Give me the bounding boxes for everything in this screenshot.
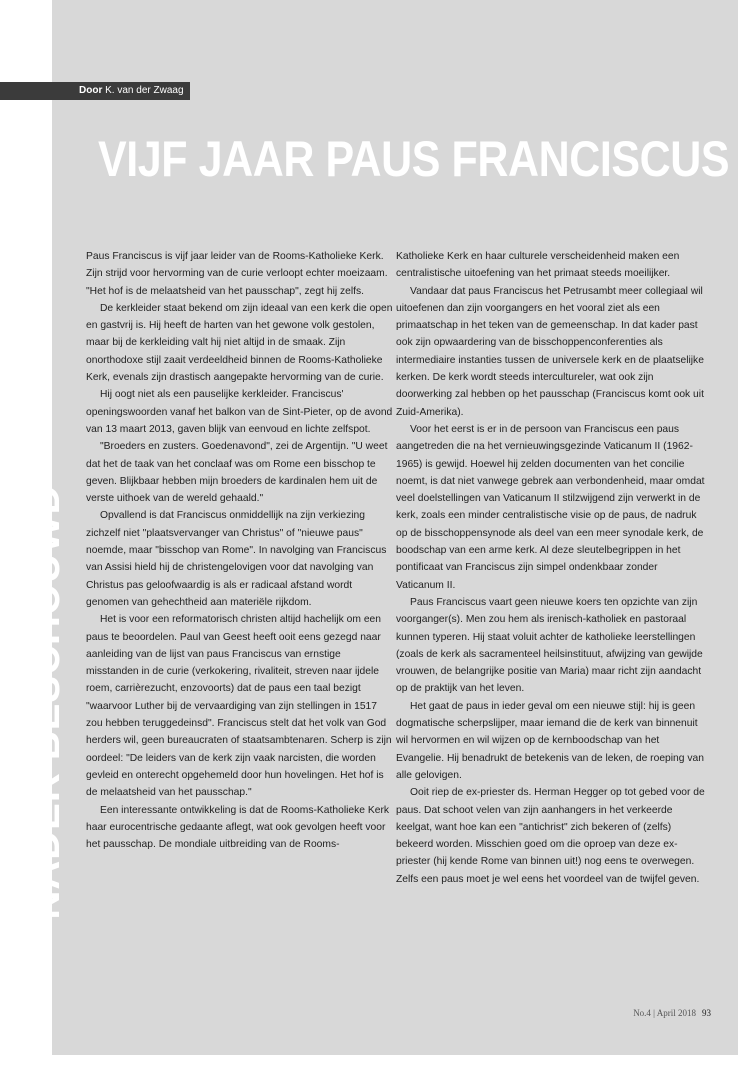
paragraph: "Broeders en zusters. Goedenavond", zei de Argentijn. "U weet dat het de taak van het conclaaf was om Rome een bisschop te geven. Blijkbaar hebben mijn broeders de kardinalen hem uit de verste uithoek van de wereld gehaald." bbox=[86, 441, 388, 505]
paragraph: Opvallend is dat Franciscus onmiddellijk na zijn verkiezing zichzelf niet "plaatsvervanger van Christus" of "nieuwe paus" noemde, maar "bisschop van Rome". In navolging van Franciscus van Assisi hield hij de christengelovigen voor dat navolging van Christus pas geloofwaardig is als er radicaal afstand wordt genomen van gehechtheid aan materiële rijkdom. bbox=[86, 510, 387, 608]
paragraph: De kerkleider staat bekend om zijn ideaal van een kerk die open en gastvrij is. Hij heeft de harten van het gewone volk gestolen, maar bij de kerkleiding valt hij niet altijd in de smaak. Zijn onorthodoxe stijl zaait verdeeldheid binnen de Rooms-Katholieke Kerk, evenals zijn drastisch aangepakte hervorming van de curie. bbox=[86, 302, 393, 384]
column-right bbox=[396, 248, 706, 888]
paragraph: Ooit riep de ex-priester ds. Herman Hegger op tot gebed voor de paus. Dat schoot velen van zijn aanhangers in het verkeerde keelgat, want hoe kan een "antichrist" zich bekeren of (zelfs) bekeerd worden. Misschien goed om die oproep van deze ex-priester (hij kende Rome van binnen uit!) nog eens te overwegen. Zelfs een paus moet je wel eens het voordeel van de twijfel geven. bbox=[396, 787, 705, 885]
paragraph: Vandaar dat paus Franciscus het Petrusambt meer collegiaal wil uitoefenen dan zijn voorgangers en het vooral ziet als een primaatschap in het teken van de gemeenschap. In dat kader past ook zijn opwaardering van de bisschoppenconferenties als intermediaire instanties tussen de universele kerk en de plaatselijke kerken. De kerk wordt steeds intercultureler, wat ook zijn doorwerking zal hebben op het pausschap (Franciscus komt ook uit Zuid-Amerika). bbox=[396, 285, 704, 418]
paragraph: Paus Franciscus is vijf jaar leider van de Rooms-Katholieke Kerk. Zijn strijd voor hervorming van de curie verloopt echter moeizaam. "Het hof is de melaatsheid van het pausschap", zegt hij zelfs. bbox=[86, 251, 388, 297]
paragraph: Hij oogt niet als een pauselijke kerkleider. Franciscus' openingswoorden vanaf het balkon van de Sint-Pieter, op de avond van 13 maart 2013, gaven blijk van eenvoud en lichte zelfspot. bbox=[86, 389, 393, 435]
page-number: 93 bbox=[702, 1008, 711, 1018]
column-left bbox=[86, 248, 396, 853]
page-footer bbox=[575, 1008, 711, 1018]
byline bbox=[0, 82, 190, 100]
paragraph: Voor het eerst is er in de persoon van Franciscus een paus aangetreden die na het vernieuwingsgezinde Vaticanum II (1962-1965) is gewijd. Hoewel hij zelden documenten van het concilie noemt, is dat niet vanwege gebrek aan verbondenheid, maar omdat veel doelstellingen van Vaticanum II stilzwijgend zijn verwerkt in de kerk, zoals een minder centralistische visie op de paus, de nadruk op de bisschoppensynode als deel van een meer synodale kerk, de boodschap van een arme kerk. Al deze sleutelbegrippen in het pontificaat van Franciscus zijn simpel ondenkbaar zonder Vaticanum II. bbox=[396, 423, 705, 591]
paragraph: Het is voor een reformatorisch christen altijd hachelijk om een paus te beoordelen. Paul van Geest heeft ooit eens gezegd naar aanleiding van de lijst van paus Franciscus van ernstige misstanden in de curie (verkokering, rivaliteit, streven naar ijdele roem, carrièrezucht, enzovoorts) dat de paus een taal bezigt "waarvoor Luther bij de vervaardiging van zijn stellingen in 1517 zou hebben teruggedeinsd". Franciscus stelt dat het volk van God herders wil, geen bureaucraten of staatsambtenaren. Scherp is zijn oordeel: "De leiders van de kerk zijn vaak narcisten, die worden gevleid en onterecht opgehemeld door hun hovelingen. Het hof is de melaatsheid van het pausschap." bbox=[86, 614, 392, 799]
article-title: VIJF JAAR PAUS FRANCISCUS bbox=[98, 131, 730, 187]
byline-author: K. van der Zwaag bbox=[105, 85, 184, 96]
section-label: NADER BESCHOUWD bbox=[24, 484, 68, 920]
issue-label: No.4 | April 2018 bbox=[633, 1008, 696, 1018]
paragraph: Het gaat de paus in ieder geval om een nieuwe stijl: hij is geen dogmatische scherpslijper, maar iemand die de kerk van binnenuit wil hervormen en wil wijzen op de kernboodschap van het Evangelie. Hij benadrukt de betekenis van de leken, de roeping van alle gelovigen. bbox=[396, 700, 704, 781]
paragraph: Paus Franciscus vaart geen nieuwe koers ten opzichte van zijn voorganger(s). Men zou hem als irenisch-katholiek en pastoraal kunnen typeren. Hij staat voluit achter de katholieke leerstellingen (zoals de kerk als sacramenteel heilsinstituut, afwijzing van gewijde vrouwen, de belangrijke positie van Maria) maar richt zijn aandacht op de praktijk van het leven. bbox=[396, 596, 703, 695]
paragraph: Katholieke Kerk en haar culturele verscheidenheid maken een centralistische uitoefening van het primaat steeds moeilijker. bbox=[396, 251, 680, 280]
byline-label: Door bbox=[79, 85, 103, 96]
paragraph: Een interessante ontwikkeling is dat de Rooms-Katholieke Kerk haar eurocentrische gedaante aflegt, wat ook gevolgen heeft voor het pausschap. De mondiale uitbreiding van de Rooms- bbox=[86, 804, 390, 851]
